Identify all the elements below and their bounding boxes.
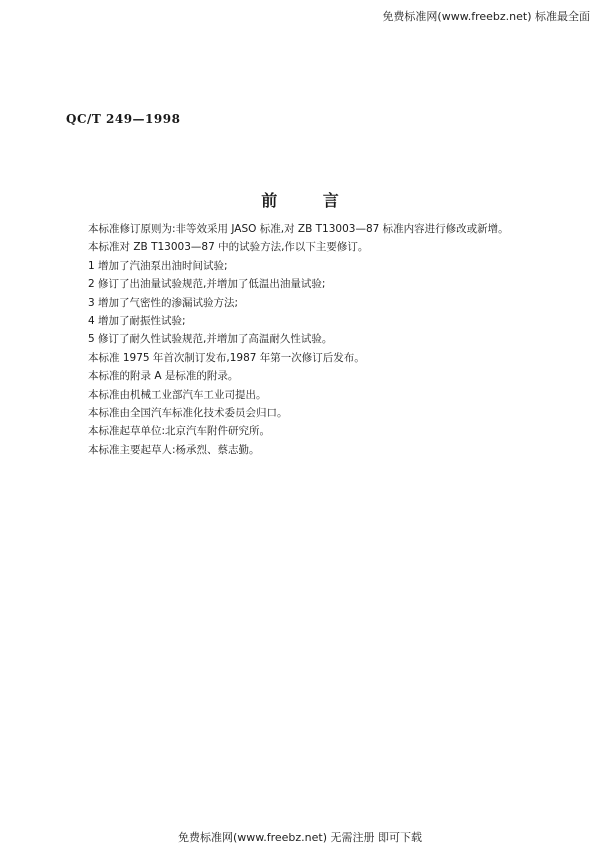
paragraph: 本标准修订原则为:非等效采用 JASO 标准,对 ZB T13003—87 标准内容进行修改或新增。 bbox=[88, 223, 509, 235]
footer-watermark: 免费标准网(www.freebz.net) 无需注册 即可下载 bbox=[177, 831, 423, 844]
paragraph: 本标准主要起草人:杨承烈、蔡志勤。 bbox=[88, 443, 260, 456]
paragraph: 本标准的附录 A 是标准的附录。 bbox=[88, 370, 239, 383]
list-item: 2 修订了出油量试验规范,并增加了低温出油量试验; bbox=[88, 278, 326, 291]
paragraph: 本标准由全国汽车标准化技术委员会归口。 bbox=[88, 407, 288, 420]
section-title: 前 言 bbox=[261, 191, 359, 210]
list-item: 5 修订了耐久性试验规范,并增加了高温耐久性试验。 bbox=[88, 333, 333, 346]
paragraph: 本标准由机械工业部汽车工业司提出。 bbox=[88, 388, 267, 401]
paragraph: 本标准对 ZB T13003—87 中的试验方法,作以下主要修订。 bbox=[88, 241, 369, 254]
paragraph: 本标准 1975 年首次制订发布,1987 年第一次修订后发布。 bbox=[88, 351, 365, 364]
list-item: 4 增加了耐振性试验; bbox=[88, 315, 186, 328]
list-item: 3 增加了气密性的渗漏试验方法; bbox=[88, 296, 239, 309]
header-watermark: 免费标准网(www.freebz.net) 标准最全面 bbox=[382, 10, 590, 23]
paragraph: 本标准起草单位:北京汽车附件研究所。 bbox=[88, 425, 271, 438]
document-code: QC/T 249—1998 bbox=[66, 112, 181, 126]
list-item: 1 增加了汽油泵出油时间试验; bbox=[88, 259, 228, 272]
foreword-body bbox=[88, 220, 528, 459]
